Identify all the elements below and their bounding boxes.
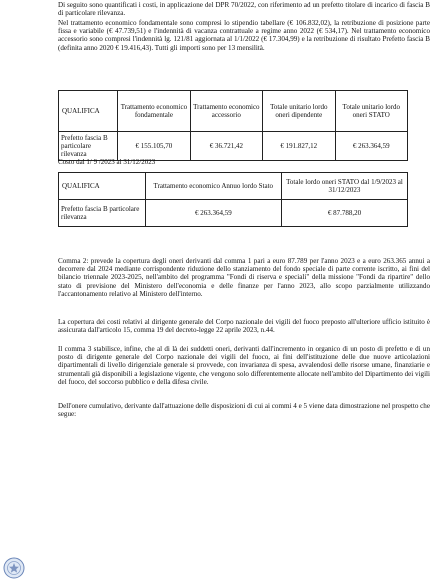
table-cell: Prefetto fascia B particolare rilevanza	[59, 200, 146, 227]
emblem-seal-icon	[3, 557, 25, 579]
table-cell: € 191.827,12	[263, 132, 335, 161]
table-header-cell: Trattamento economico Annuo lordo Stato	[145, 173, 281, 200]
cost-period-label: Costo dal 1/ 9 /2023 al 31/12/2023	[58, 158, 156, 166]
table-header-cell: Totale unitario lordo oneri dipendente	[263, 91, 335, 132]
economics-paragraph: Nel trattamento economico fondamentale sono compresi lo stipendio tabellare (€ 106.832,02), la retribuzione di posizione parte fissa e variabile (€ 47.739,51) e l'indennità di vacanza contrattuale a regime anno 2022 (€ 534,17). Nel trattamento economico accessorio sono compresi l'indennità lg. 121/81 aggiornata al 1/1/2022 (€ 17.304,99) e la retribuzione di risultato Prefetto fascia B (definita anno 2020 € 19.416,43). Tutti gli importi sono per 13 mensilità.	[58, 19, 430, 52]
table-header-cell: QUALIFICA	[59, 91, 118, 132]
table-header-cell: Trattamento economico accessorio	[190, 91, 262, 132]
table-cell: Prefetto fascia B particolare rilevanza	[59, 132, 118, 161]
table-header-row	[59, 91, 408, 132]
table-cell: € 155.105,70	[118, 132, 190, 161]
table-cell: € 263.364,59	[145, 200, 281, 227]
cost-table-period	[58, 172, 408, 227]
table-row	[59, 200, 408, 227]
table-header-cell: Totale unitario lordo oneri STATO	[335, 91, 407, 132]
cost-table-annual	[58, 90, 408, 161]
comma2-paragraph: Comma 2: prevede la copertura degli oneri derivanti dal comma 1 pari a euro 87.789 per l'anno 2023 e a euro 263.365 annui a decorrere dal 2024 mediante corrispondente riduzione dello stanziamento del fondo speciale di parte corrente iscritto, ai fini del bilancio triennale 2023-2025, nell'ambito del programma "Fondi di riserva e speciali" della missione "Fondi da ripartire" dello stato di previsione del Ministero dell'economia e delle finanze per l'anno 2023, allo scopo parzialmente utilizzando l'accantonamento relativo al Ministero dell'interno.	[58, 257, 430, 298]
table-header-cell: Trattamento economico fondamentale	[118, 91, 190, 132]
table-header-cell: Totale lordo oneri STATO dal 1/9/2023 al 31/12/2023	[281, 173, 407, 200]
table-cell: € 36.721,42	[190, 132, 262, 161]
table-header-row	[59, 173, 408, 200]
coverage-paragraph: La copertura dei costi relativi al dirigente generale del Corpo nazionale dei vigili del fuoco preposto all'ulteriore ufficio istituito è assicurata dall'articolo 15, comma 19 del decreto-legge 22 aprile 2023, n.44.	[58, 318, 430, 335]
intro-paragraph: Di seguito sono quantificati i costi, in applicazione del DPR 70/2022, con riferimento ad un prefetto titolare di incarico di fascia B di particolare rilevanza.	[58, 1, 430, 18]
comma3-paragraph: Il comma 3 stabilisce, infine, che al di là dei suddetti oneri, derivanti dall'incremento in organico di un posto di prefetto e di un posto di dirigente generale del Corpo nazionale dei vigili del fuoco, ai fini dell'istituzione delle due nuove articolazioni dipartimentali di livello dirigenziale generale si provvede, con invarianza di spesa, avvalendosi delle risorse umane, finanziarie e strumentali già disponibili a legislazione vigente, che vengono solo differentemente allocate nell'ambito del Dipartimento dei vigili del fuoco, del soccorso pubblico e della difesa civile.	[58, 345, 430, 386]
cumulative-paragraph: Dell'onere cumulativo, derivante dall'attuazione delle disposizioni di cui ai commi 4 e 5 viene data dimostrazione nel prospetto che segue:	[58, 402, 430, 419]
table-cell: € 87.788,20	[281, 200, 407, 227]
table-cell: € 263.364,59	[335, 132, 407, 161]
table-header-cell: QUALIFICA	[59, 173, 146, 200]
table-row	[59, 132, 408, 161]
